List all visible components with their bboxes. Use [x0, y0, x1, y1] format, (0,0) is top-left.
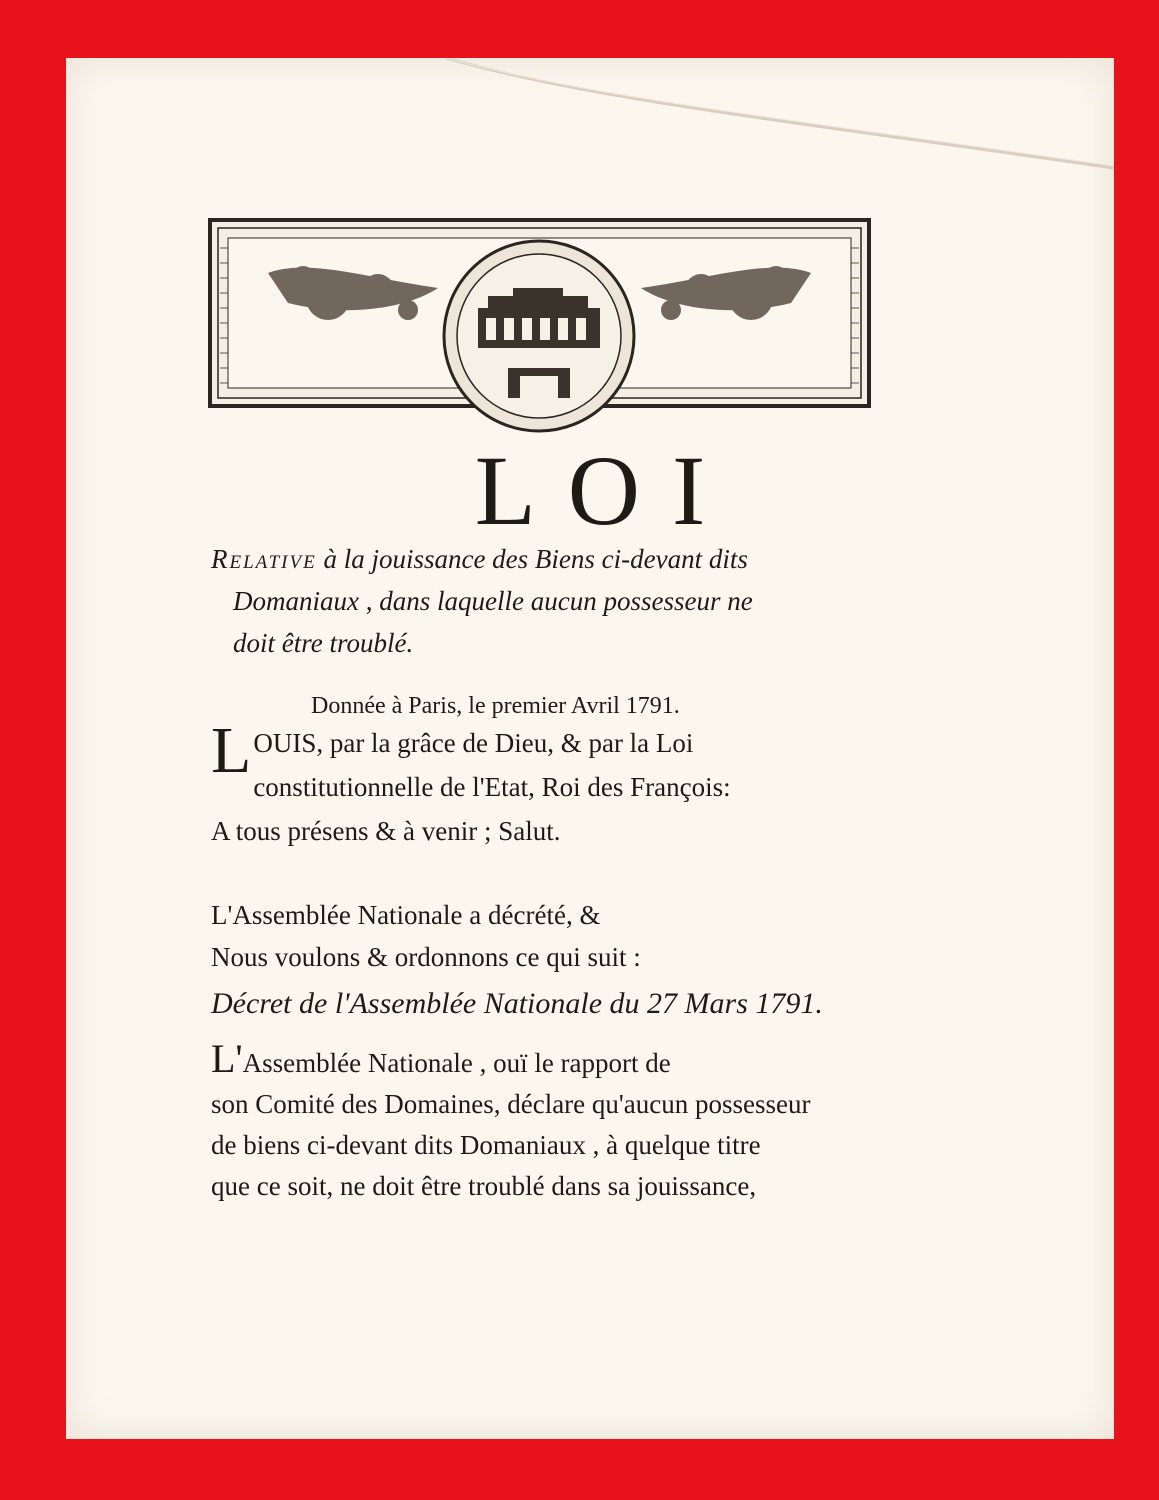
subtitle — [211, 538, 901, 664]
subtitle-line2: Domaniaux , dans laquelle aucun possesseur ne — [233, 586, 753, 616]
assembly-paragraph — [211, 894, 901, 978]
page-title: LOI — [474, 435, 738, 546]
subtitle-line1: à la jouissance des Biens ci-devant dits — [316, 544, 748, 574]
engraved-vignette — [208, 218, 871, 463]
decree-initial: L' — [211, 1036, 243, 1081]
para1-line2: constitutionnelle de l'Etat, Roi des François: — [253, 772, 731, 802]
para3-line4: que ce soit, ne doit être troublé dans sa jouissance, — [211, 1171, 757, 1201]
para3-line1: Assemblée Nationale , ouï le rapport de — [242, 1048, 671, 1078]
decree-heading: Décret de l'Assemblée Nationale du 27 Mars 1791. — [211, 987, 823, 1020]
para2-line1: L'Assemblée Nationale a décrété, & — [211, 900, 601, 930]
para2-line2: Nous voulons & ordonnons ce qui suit : — [211, 942, 641, 972]
torn-edge — [66, 58, 1114, 198]
date-line: Donnée à Paris, le premier Avril 1791. — [311, 693, 680, 719]
para3-line2: son Comité des Domaines, déclare qu'aucun possesseur — [211, 1089, 811, 1119]
para3-line3: de biens ci-devant dits Domaniaux , à quelque titre — [211, 1130, 761, 1160]
para1-line1: OUIS, par la grâce de Dieu, & par la Loi — [253, 728, 694, 758]
document-page — [66, 58, 1114, 1439]
para1-line3: A tous présens & à venir ; Salut. — [211, 816, 561, 846]
subtitle-line3: doit être troublé. — [233, 628, 414, 658]
decree-paragraph — [211, 1038, 901, 1207]
subtitle-lead: Relative — [211, 544, 317, 574]
proclamation-paragraph — [211, 714, 901, 853]
drop-cap: L — [211, 714, 252, 787]
